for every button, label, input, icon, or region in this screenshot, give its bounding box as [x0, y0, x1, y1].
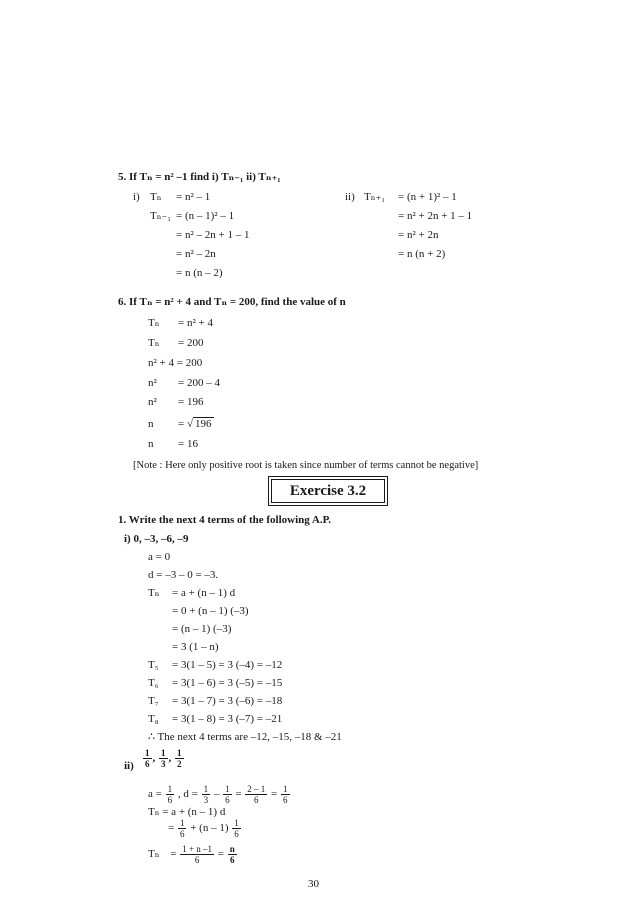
q1-part-i: i) 0, –3, –6, –9: [124, 533, 189, 545]
q1-part-ii-terms: $\frac{1}{6}$ , $\frac{1}{3}$ , $\frac{1}{2}$: [145, 748, 182, 769]
q1-tn-rhs-6: = 3(1 – 7) = 3 (–6) = –18: [172, 695, 283, 707]
d-frac-1: $\frac{1}{3}$: [203, 784, 209, 805]
d-frac-4: $\frac{1}{6}$: [283, 784, 288, 805]
q5-left-rhs-1: = (n – 1)² – 1: [176, 210, 235, 222]
a-frac: $\frac{1}{6}$: [167, 784, 173, 805]
q1-tn-lhs-0: Tₙ: [148, 587, 160, 599]
q5-left-rhs-3: = n² – 2n: [176, 248, 216, 260]
q1-tn-rhs-5: = 3(1 – 6) = 3 (–5) = –15: [172, 677, 283, 689]
q6-rhs-6: = 16: [178, 438, 198, 450]
q6-lhs-1: Tₙ: [148, 337, 160, 349]
q6-lhs-4: n²: [148, 396, 157, 408]
q6-rhs-1: = 200: [178, 337, 204, 349]
q1-tn-rhs-3: = 3 (1 – n): [172, 641, 219, 653]
d-frac-3: $\frac{2 - 1}{6}$: [247, 784, 266, 805]
q1-tn-rhs-7: = 3(1 – 8) = 3 (–7) = –21: [172, 713, 283, 725]
q6-lhs-6: n: [148, 438, 154, 450]
q5-left-rhs-4: = n (n – 2): [176, 267, 223, 279]
q1-tn-lhs-6: T₇: [148, 695, 159, 707]
q6-rhs-5: =: [178, 418, 185, 430]
q6-rhs-3: = 200 – 4: [178, 377, 220, 389]
q1-part-ii-label: ii): [124, 760, 134, 772]
q5-right-rhs-3: = n (n + 2): [398, 248, 446, 260]
page-number: 30: [308, 878, 319, 890]
q6-lhs-2: n² + 4 = 200: [148, 357, 203, 369]
term-frac-2: $\frac{1}{3}$: [161, 748, 166, 769]
q5-heading: 5. If Tₙ = n² –1 find i) Tₙ₋₁ ii) Tₙ₊₁: [118, 171, 281, 183]
q6-lhs-0: Tₙ: [148, 317, 160, 329]
q1-a-line: a = 0: [148, 551, 171, 563]
q5-right-rhs-1: = n² + 2n + 1 – 1: [398, 210, 473, 222]
q5-part-ii-label: ii): [345, 191, 355, 203]
term-frac-3: $\frac{1}{2}$: [177, 748, 182, 769]
q6-note: [Note : Here only positive root is taken since number of terms cannot be negative]: [133, 460, 479, 471]
q1-tn-rhs-1: = 0 + (n – 1) (–3): [172, 605, 249, 617]
sqrt-symbol: √: [186, 418, 194, 430]
q5-left-lhs-0: Tₙ: [150, 191, 162, 203]
tn-final-frac-2: $\frac{n}{6}$: [229, 844, 235, 865]
q5-part-i-label: i): [133, 191, 140, 203]
q1-ii-tn-formula: Tₙ = a + (n – 1) d: [148, 806, 226, 818]
q1-tn-rhs-0: = a + (n – 1) d: [172, 587, 236, 599]
q6-rhs-4: = 196: [178, 396, 204, 408]
q5-right-lhs-0: Tₙ₊₁: [364, 191, 386, 203]
q5-left-rhs-0: = n² – 1: [176, 191, 211, 203]
q1-tn-rhs-4: = 3(1 – 5) = 3 (–4) = –12: [172, 659, 283, 671]
tn-sub-frac-1: $\frac{1}{6}$: [179, 818, 185, 839]
q6-heading: 6. If Tₙ = n² + 4 and Tₙ = 200, find the value of n: [118, 296, 346, 308]
q5-left-lhs-1: Tₙ₋₁: [150, 210, 172, 222]
q1-conclusion: ∴ The next 4 terms are –12, –15, –18 & –21: [148, 731, 342, 743]
q1-heading: 1. Write the next 4 terms of the following A.P.: [118, 514, 332, 526]
q1-tn-lhs-4: T₅: [148, 659, 159, 671]
q1-ii-ad-line: a = $\frac{1}{6}$ , d = $\frac{1}{3}$ – $\frac{1}{6}$ = $\frac{2 - 1}{6}$ = $\frac{1}{6}$: [148, 784, 288, 805]
q6-sqrt-value: 196: [195, 418, 212, 430]
q1-tn-rhs-2: = (n – 1) (–3): [172, 623, 232, 635]
q1-ii-tn-final: Tₙ = $\frac{1 + n -1}{6}$ = $\frac{n}{6}$: [148, 844, 235, 865]
q6-rhs-0: = n² + 4: [178, 317, 213, 329]
q5-left-rhs-2: = n² – 2n + 1 – 1: [176, 229, 250, 241]
q1-tn-lhs-5: T₆: [148, 677, 159, 689]
q6-lhs-5: n: [148, 418, 154, 430]
q1-d-line: d = –3 – 0 = –3.: [148, 569, 219, 581]
q1-tn-lhs-7: T₈: [148, 713, 159, 725]
q1-ii-tn-sub: = $\frac{1}{6}$ + (n – 1) $\frac{1}{6}$: [168, 818, 239, 839]
exercise-title: Exercise 3.2: [268, 476, 388, 506]
tn-final-frac-1: $\frac{1 + n -1}{6}$: [182, 844, 213, 865]
q5-right-rhs-2: = n² + 2n: [398, 229, 439, 241]
q6-sqrt-line: [178, 418, 214, 431]
q6-lhs-3: n²: [148, 377, 157, 389]
tn-sub-frac-2: $\frac{1}{6}$: [234, 818, 239, 839]
term-frac-1: $\frac{1}{6}$: [145, 748, 150, 769]
d-frac-2: $\frac{1}{6}$: [225, 784, 230, 805]
q5-right-rhs-0: = (n + 1)² – 1: [398, 191, 457, 203]
